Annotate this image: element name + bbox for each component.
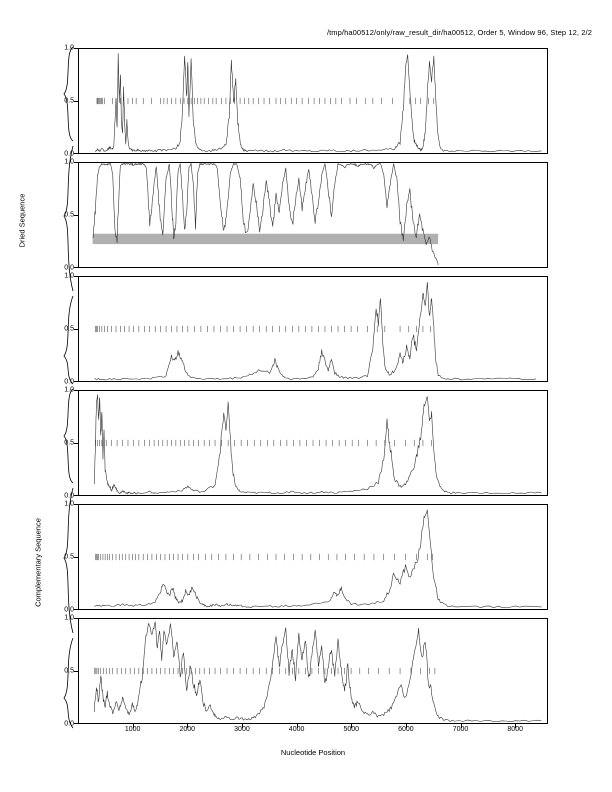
ytick-mark-2-mid	[74, 215, 78, 216]
xtick-label-6000: 6000	[398, 726, 414, 733]
series-line	[95, 282, 536, 380]
ytick-label-4-0.5: 0.5	[64, 439, 74, 447]
plot-panel-5	[64, 500, 548, 614]
ytick-label-5-0.5: 0.5	[64, 553, 74, 561]
ytick-label-3-0.5: 0.5	[64, 325, 74, 333]
ytick-mark-5-bot	[74, 609, 78, 610]
plot-svg-2	[79, 163, 547, 267]
plot-svg-4	[79, 391, 547, 495]
ytick-label-1-1.0: 1.0	[64, 44, 74, 52]
plot-area-1	[78, 48, 548, 154]
ytick-mark-6-mid	[74, 671, 78, 672]
ytick-label-3-0.0: 0.0	[64, 378, 74, 386]
series-line	[93, 164, 438, 265]
plot-panel-3	[64, 272, 548, 386]
marker-row	[95, 440, 431, 446]
y-axis-group-label-dried: Dried Sequence	[17, 193, 27, 248]
plot-panel-2	[64, 158, 548, 272]
ytick-mark-1-mid	[74, 101, 78, 102]
series-line	[94, 622, 541, 722]
marker-row	[95, 668, 435, 674]
xtick-label-8000: 8000	[507, 726, 523, 733]
ytick-mark-3-top	[74, 276, 78, 277]
plot-panel-6	[64, 614, 548, 733]
ytick-label-4-1.0: 1.0	[64, 386, 74, 394]
marker-row	[95, 554, 432, 560]
ytick-label-1-0.0: 0.0	[64, 150, 74, 158]
marker-row	[95, 326, 430, 332]
xtick-label-4000: 4000	[288, 726, 305, 733]
plot-svg-1	[79, 49, 547, 153]
ytick-label-2-0.5: 0.5	[64, 211, 74, 219]
plot-panel-4	[64, 386, 548, 500]
series-line	[94, 510, 541, 608]
marker-row	[97, 98, 434, 104]
ytick-mark-4-top	[74, 390, 78, 391]
ytick-label-6-1.0: 1.0	[64, 614, 74, 622]
ytick-mark-3-mid	[74, 329, 78, 330]
plot-area-4	[78, 390, 548, 496]
xtick-label-5000: 5000	[343, 726, 360, 733]
plot-area-6	[78, 618, 548, 724]
ytick-mark-3-bot	[74, 381, 78, 382]
ytick-label-3-1.0: 1.0	[64, 272, 74, 280]
gray-threshold-band	[93, 234, 439, 244]
ytick-mark-5-top	[74, 504, 78, 505]
ytick-label-5-1.0: 1.0	[64, 500, 74, 508]
xtick-label-7000: 7000	[452, 726, 469, 733]
ytick-mark-2-bot	[74, 267, 78, 268]
plot-svg-6	[79, 619, 547, 723]
ytick-label-5-0.0: 0.0	[64, 606, 74, 614]
figure-title: /tmp/ha00512/only/raw_result_dir/ha00512, Order 5, Window 96, Step 12, 2/2	[326, 28, 592, 37]
ytick-mark-4-bot	[74, 495, 78, 496]
ytick-label-6-0.0: 0.0	[64, 720, 74, 728]
plot-panel-1	[64, 44, 548, 158]
series-line	[95, 53, 541, 152]
ytick-mark-4-mid	[74, 443, 78, 444]
ytick-mark-6-top	[74, 618, 78, 619]
ytick-mark-2-top	[74, 162, 78, 163]
series-line	[94, 394, 541, 494]
xtick-label-1000: 1000	[124, 726, 141, 733]
ytick-mark-1-top	[74, 48, 78, 49]
xtick-label-2000: 2000	[179, 726, 196, 733]
ytick-label-2-0.0: 0.0	[64, 264, 74, 272]
plot-area-5	[78, 504, 548, 610]
plot-area-3	[78, 276, 548, 382]
ytick-label-1-0.5: 0.5	[64, 97, 74, 105]
plot-area-2	[78, 162, 548, 268]
y-axis-group-label-complementary: Complementary Sequence	[33, 518, 43, 607]
ytick-mark-6-bot	[74, 723, 78, 724]
xtick-label-3000: 3000	[234, 726, 250, 733]
ytick-label-4-0.0: 0.0	[64, 492, 74, 500]
x-axis-label: Nucleotide Position	[280, 748, 346, 757]
ytick-mark-1-bot	[74, 153, 78, 154]
ytick-mark-5-mid	[74, 557, 78, 558]
plot-svg-5	[79, 505, 547, 609]
ytick-label-6-0.5: 0.5	[64, 667, 74, 675]
ytick-label-2-1.0: 1.0	[64, 158, 74, 166]
plot-svg-3	[79, 277, 547, 381]
